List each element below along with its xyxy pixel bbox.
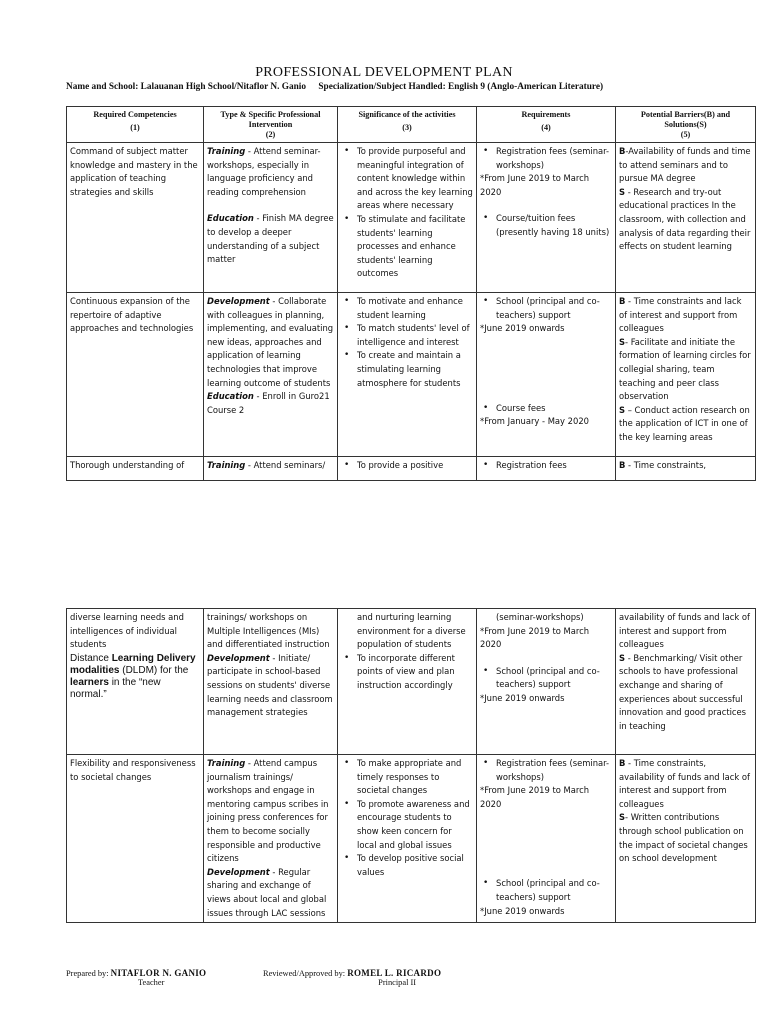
requirements-cell: (seminar-workshops) *From June 2019 to March 2020 • School (principal and co-teachers) support *June 2019 onwards (477, 609, 616, 755)
list-item: • To provide a positive (357, 459, 473, 473)
intervention-cell: trainings/ workshops on Multiple Intelligences (MIs) and differentiated instruction Development - Initiate/ participate in school-based sessions on students' diverse learning needs and classroom management strategies (204, 609, 338, 755)
significance-cell: and nurturing learning environment for a diverse population of students • To incorporate different points of view and plan instruction accordingly (338, 609, 477, 755)
significance-cell (338, 293, 477, 457)
barriers-cell: B - Time constraints, (616, 457, 756, 481)
competency-cell: Continuous expansion of the repertoire of adaptive approaches and technologies (67, 293, 204, 457)
header-row (67, 107, 756, 143)
list-item: • Course/tuition fees (presently having 18 units) (496, 212, 612, 239)
header-cell: Type & Specific Professional Intervention (2) (204, 107, 338, 143)
list-item: • To make appropriate and timely responses to societal changes (357, 757, 473, 798)
list-item: • To match students' level of intelligence and interest (357, 322, 473, 349)
list-item: • To stimulate and facilitate students' learning processes and enhance students' learning outcomes (357, 213, 473, 281)
reviewer-name: ROMEL L. RICARDO (347, 968, 442, 978)
significance-cell (338, 457, 477, 481)
list-item: • School (principal and co-teachers) support (496, 877, 612, 904)
competency-cell: Thorough understanding of (67, 457, 204, 481)
page-title: PROFESSIONAL DEVELOPMENT PLAN (255, 65, 513, 80)
list-item: • Registration fees (seminar-workshops) (496, 145, 612, 172)
requirements-cell (477, 457, 616, 481)
table-row (67, 609, 756, 755)
table-row (67, 143, 756, 293)
requirements-cell: • School (principal and co-teachers) support *June 2019 onwards • Course fees *From January - May 2020 (477, 293, 616, 457)
significance-cell (338, 755, 477, 923)
specialization: Specialization/Subject Handled: English 9 (Anglo-American Literature) (318, 82, 604, 92)
plan-table-part-1 (66, 106, 756, 481)
requirements-cell: • Registration fees (seminar-workshops) *From June 2019 to March 2020 • School (principal and co-teachers) support *June 2019 onwards (477, 755, 616, 923)
table-row (67, 755, 756, 923)
header-meta (66, 82, 756, 92)
header-cell: Potential Barriers(B) and Solutions(S) (5) (616, 107, 756, 143)
preparer-role: Teacher (137, 978, 165, 987)
barriers-cell: B - Time constraints and lack of interest and support from colleagues S- Facilitate and initiate the formation of learning circles for collegial sharing, team teaching and peer class observation S – Conduct action research on the application of ICT in one of the key learning areas (616, 293, 756, 457)
list-item: • To promote awareness and encourage students to show keen concern for local and global issues (357, 798, 473, 852)
table-row (67, 457, 756, 481)
list-item: • To motivate and enhance student learning (357, 295, 473, 322)
list-item: • To provide purposeful and meaningful integration of content knowledge within and across the key learning areas where necessary (357, 145, 473, 213)
dldm-note: Distance Learning Delivery modalities (DLDM) for the learners in the “new normal.” (70, 652, 196, 700)
barriers-cell: B-Availability of funds and time to attend seminars and to pursue MA degree S - Research and try-out educational practices In the classroom, with collection and analysis of data regarding their effects on student learning (616, 143, 756, 293)
barriers-cell: availability of funds and lack of interest and support from colleagues S - Benchmarking/ Visit other schools to have professional exchange and sharing of experiences about successful innovation and good practices in teaching (616, 609, 756, 755)
intervention-cell: Development - Collaborate with colleagues in planning, implementing, and evaluating new ideas, approaches and application of learning technologies that improve learning outcome of students Education - Enroll in Guro21 Course 2 (204, 293, 338, 457)
plan-table-part-2 (66, 608, 756, 923)
prepared-by: Prepared by: NITAFLOR N. GANIO Teacher (66, 968, 207, 987)
list-item: • School (principal and co-teachers) support (496, 295, 612, 322)
header-cell: Required Competencies (1) (67, 107, 204, 143)
reviewed-by: Reviewed/Approved by: ROMEL L. RICARDO Principal II (263, 968, 442, 987)
table-row (67, 293, 756, 457)
requirements-cell: • Registration fees (seminar-workshops) *From June 2019 to March 2020 • Course/tuition fees (presently having 18 units) (477, 143, 616, 293)
header-cell: Significance of the activities (3) (338, 107, 477, 143)
competency-cell: Command of subject matter knowledge and mastery in the application of teaching strategies and skills (67, 143, 204, 293)
competency-cell: diverse learning needs and intelligences of individual students Distance Learning Delivery modalities (DLDM) for the learners in the “new normal.” (67, 609, 204, 755)
header-cell: Requirements (4) (477, 107, 616, 143)
list-item: • To create and maintain a stimulating learning atmosphere for students (357, 349, 473, 390)
list-item: • School (principal and co-teachers) support (496, 665, 612, 692)
list-item: • To incorporate different points of view and plan instruction accordingly (357, 652, 473, 693)
name-school: Name and School: Lalauanan High School/Nitaflor N. Ganio (66, 82, 307, 92)
preparer-name: NITAFLOR N. GANIO (110, 968, 207, 978)
list-item: • Course fees (496, 402, 612, 416)
list-item: • Registration fees (496, 459, 612, 473)
competency-cell: Flexibility and responsiveness to societal changes (67, 755, 204, 923)
list-item: • Registration fees (seminar-workshops) (496, 757, 612, 784)
intervention-cell: Training - Attend campus journalism trainings/ workshops and engage in mentoring campus scribes in joining press conferences for them to become socially responsible and productive citizens Development - Regular sharing and exchange of views about local and global issues through LAC sessions (204, 755, 338, 923)
intervention-cell: Training - Attend seminars/ (204, 457, 338, 481)
list-item: • To develop positive social values (357, 852, 473, 879)
intervention-cell: Training - Attend seminar-workshops, especially in language proficiency and reading comprehension Education - Finish MA degree to develop a deeper understanding of a subject matter (204, 143, 338, 293)
significance-cell (338, 143, 477, 293)
reviewer-role: Principal II (378, 978, 417, 987)
barriers-cell: B - Time constraints, availability of funds and lack of interest and support from colleagues S- Written contributions through school publication on the impact of societal changes on school development (616, 755, 756, 923)
